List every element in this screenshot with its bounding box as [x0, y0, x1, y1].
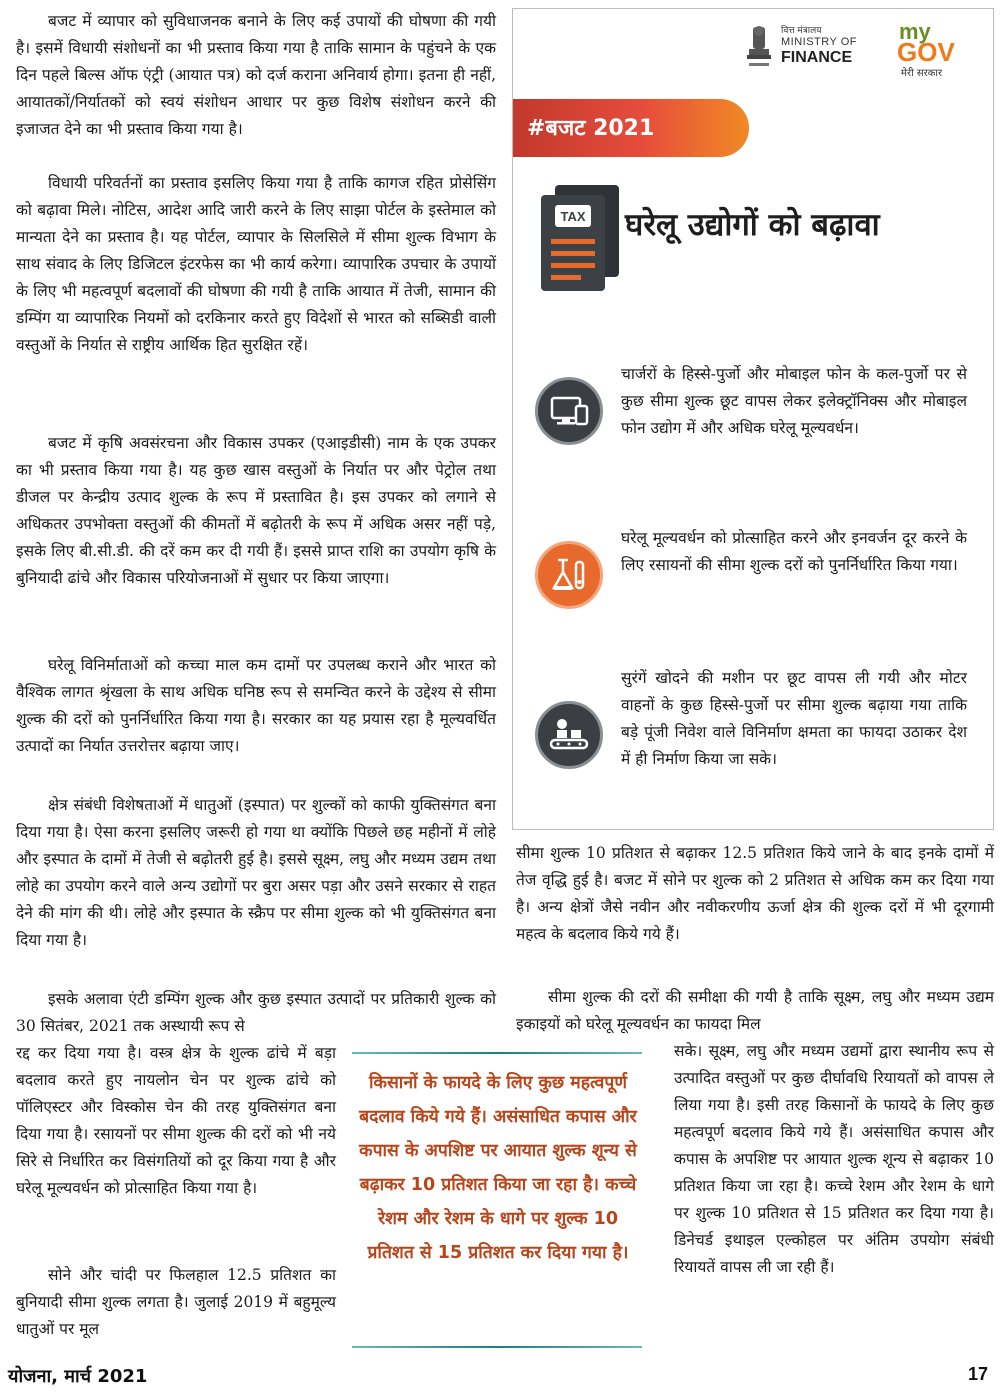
- budget-hashtag: #बजट 2021: [527, 116, 655, 141]
- body-paragraph-1: बजट में व्यापार को सुविधाजनक बनाने के लिए कई उपायों की घोषणा की गयी है। इसमें विधायी संशोधनों का भी प्रस्ताव किया गया है ताकि सामान के पहुंचने के एक दिन पहले बिल्स ऑफ एंट्री (आयात पत्र) को दर्ज कराना अनिवार्य होगा। इतना ही नहीं, आयातकों/निर्यातकों को स्वयं संशोधन आधार पर कुछ विशेष संशोधन करने की इजाजत देने का भी प्रस्ताव किया गया है।: [16, 12, 496, 138]
- body-paragraph-2: विधायी परिवर्तनों का प्रस्ताव इसलिए किया गया है ताकि कागज रहित प्रोसेसिंग को बढ़ावा मिले। नोटिस, आदेश आदि जारी करने के लिए साझा पोर्टल के इस्तेमाल को मान्यता देने का प्रस्ताव है। यह पोर्टल, व्यापार के सिलसिले में सीमा शुल्क विभाग के साथ संवाद के लिए डिजिटल इंटरफेस का भी कार्य करेगा। व्यापारिक उपचार के उपायों के लिए भी महत्वपूर्ण बदलावों की घोषणा की गयी है ताकि आयात में तेजी, सामान की डम्पिंग या व्यापारिक नियमों को दरकिनार करते हुए विदेशों से भारत को सब्सिडी वाली वस्तुओं के निर्यात से राष्ट्रीय आर्थिक हित सुरक्षित रहें।: [16, 174, 496, 354]
- sidebar-item-1-text: चार्जरों के हिस्से-पुर्जो और मोबाइल फोन के कल-पुर्जो पर से कुछ सीमा शुल्क छूट वापस लेकर इलेक्ट्रॉनिक्स और मोबाइल फोन उद्योग में और अधिक घरेलू मूल्यवर्धन।: [621, 365, 967, 437]
- pull-quote: [352, 1052, 644, 1342]
- mygov-logo: [891, 19, 971, 79]
- body-paragraph-5: क्षेत्र संबंधी विशेषताओं में धातुओं (इस्पात) पर शुल्कों को काफी युक्तिसंगत बना दिया गया है। ऐसा करना इसलिए जरूरी हो गया था क्योंकि पिछले छह महीनों में लोहे और इस्पात के दामों में तेजी से बढ़ोतरी हुई है। इससे सूक्ष्म, लघु और मध्यम उद्यम तथा लोहे का उपयोग करने वाले अन्य उद्योगों पर बुरा असर पड़ा और उसने सरकार से राहत देने की मांग की थी। लोहे और इस्पात के स्क्रैप पर सीमा शुल्क को भी युक्तिसंगत बना दिया गया है।: [16, 796, 496, 949]
- ministry-hindi-label: वित्त मंत्रालय: [781, 26, 822, 36]
- tax-document-icon: [533, 179, 629, 299]
- pull-quote-text: किसानों के फायदे के लिए कुछ महत्वपूर्ण बदलाव किये गये हैं। असंसाधित कपास और कपास के अपशिष्ट पर आयात शुल्क शून्य से बढ़ाकर 10 प्रतिशत किया जा रहा है। कच्चे रेशम और रेशम के धागे पर शुल्क 10 प्रतिशत से 15 प्रतिशत कर दिया गया है।: [359, 1073, 637, 1263]
- national-emblem-icon: [743, 23, 775, 73]
- sidebar-item-3-text: सुरंगें खोदने की मशीन पर छूट वापस ली गयी और मोटर वाहनों के कुछ हिस्से-पुर्जो पर सीमा शुल्क बढ़ाया गया ताकि बड़े पूंजी निवेश वाले विनिर्माण क्षमता का फायदा उठाकर देश में ही निर्माण किया जा सके।: [621, 669, 967, 768]
- budget-sidebar-box: [512, 8, 994, 830]
- sidebar-headline: घरेलू उद्योगों को बढ़ावा: [625, 207, 880, 243]
- item-icon-circle-2: [535, 541, 603, 609]
- body-paragraph-6b: रद्द कर दिया गया है। वस्त्र क्षेत्र के शुल्क ढांचे में बड़ा बदलाव करते हुए नायलोन चेन पर शुल्क ढांचे को पॉलिएस्टर और विस्कोस चेन की तरह युक्तिसंगत बना दिया गया है। रसायनों पर सीमा शुल्क की दरों को भी नये सिरे से निर्धारित कर विसंगतियों को दूर किया गया है और घरेलू मूल्यवर्धन को प्रोत्साहित किया गया है।: [16, 1044, 336, 1197]
- right-paragraph-1: सीमा शुल्क 10 प्रतिशत से बढ़ाकर 12.5 प्रतिशत किये जाने के बाद इनके दामों में तेज वृद्धि हुई है। बजट में सोने पर शुल्क को 2 प्रतिशत से अधिक कम कर दिया गया है। अन्य क्षेत्रों जैसे नवीन और नवीकरणीय ऊर्जा क्षेत्र की शुल्क दरों में भी दूरगामी महत्व के बदलाव किये गये हैं।: [516, 844, 994, 943]
- right-paragraph-2b: सके। सूक्ष्म, लघु और मध्यम उद्यमों द्वारा स्थानीय रूप से उत्पादित वस्तुओं पर कुछ दीर्घावधि रियायतों को वापस ले लिया गया है। इसी तरह किसानों के फायदे के लिए कुछ महत्वपूर्ण बदलाव किये गये हैं। असंसाधित कपास और कपास के अपशिष्ट पर आयात शुल्क शून्य से बढ़ाकर 10 प्रतिशत किया जा रहा है। कच्चे रेशम और रेशम के धागे पर शुल्क 10 प्रतिशत से 15 प्रतिशत कर दिया गया है। डिनेचर्ड इथाइल एल्कोहल पर अंतिम उपयोग संबंधी रियायतें वापस ली जा रही हैं।: [674, 1042, 994, 1276]
- pull-quote-top-rule: [352, 1052, 642, 1054]
- tax-label: TAX: [560, 209, 586, 224]
- body-paragraph-6a: इसके अलावा एंटी डम्पिंग शुल्क और कुछ इस्पात उत्पादों पर प्रतिकारी शुल्क को 30 सितंबर, 2021 तक अस्थायी रूप से: [16, 990, 496, 1035]
- computer-mobile-icon: [538, 380, 600, 442]
- budget-hashtag-ribbon: [513, 99, 749, 157]
- publication-footer: योजना, मार्च 2021: [8, 1366, 148, 1387]
- chemistry-flask-icon: [538, 544, 600, 606]
- body-paragraph-3: बजट में कृषि अवसंरचना और विकास उपकर (एआइडीसी) नाम के एक उपकर का भी प्रस्ताव किया गया है। यह कुछ खास वस्तुओं के निर्यात पर और पेट्रोल तथा डीजल पर केन्द्रीय उत्पाद शुल्क के रूप में प्रस्तावित है। इस उपकर को लगाने से अधिकतर उपभोक्ता वस्तुओं की कीमतों में बढ़ोतरी के रूप में अधिक असर नहीं पड़े, इसके लिए बी.सी.डी. की दरें कम कर दी गयी हैं। इससे प्राप्त राशि का उपयोग कृषि के बुनियादी ढांचे और विकास परियोजनाओं में सुधार पर किया जाएगा।: [16, 434, 496, 587]
- mygov-my-text: my: [899, 19, 931, 44]
- page-number: 17: [968, 1364, 989, 1384]
- logo-block: [743, 17, 973, 81]
- mygov-gov-text: GOV: [897, 37, 955, 67]
- pull-quote-bottom-rule: [352, 1346, 642, 1348]
- ministry-label: MINISTRY OF: [781, 36, 857, 48]
- right-paragraph-2a: सीमा शुल्क की दरों की समीक्षा की गयी है ताकि सूक्ष्म, लघु और मध्यम उद्यम इकाइयों को घरेलू मूल्यवर्धन का फायदा मिल: [516, 988, 994, 1033]
- sidebar-item-2-text: घरेलू मूल्यवर्धन को प्रोत्साहित करने और इनवर्जन दूर करने के लिए रसायनों की सीमा शुल्क दरों को पुनर्निर्धारित किया गया।: [621, 529, 967, 574]
- finance-label: FINANCE: [781, 49, 853, 66]
- item-icon-circle-1: [535, 377, 603, 445]
- body-paragraph-4: घरेलू विनिर्माताओं को कच्चा माल कम दामों पर उपलब्ध कराने और भारत को वैश्विक लागत श्रृंखला के साथ अधिक घनिष्ठ रूप से समन्वित करने के उद्देश्य से सीमा शुल्क की दरों को पुनर्निर्धारित किया गया है। सरकार का यह प्रयास रहा है मूल्यवर्धित उत्पादों का निर्यात उत्तरोत्तर बढ़ाया जाए।: [16, 656, 496, 755]
- body-paragraph-7: सोने और चांदी पर फिलहाल 12.5 प्रतिशत का बुनियादी सीमा शुल्क लगता है। जुलाई 2019 में बहुमूल्य धातुओं पर मूल: [16, 1266, 336, 1338]
- conveyor-belt-icon: [538, 704, 600, 766]
- mygov-tagline: मेरी सरकार: [901, 68, 943, 79]
- item-icon-circle-3: [535, 701, 603, 769]
